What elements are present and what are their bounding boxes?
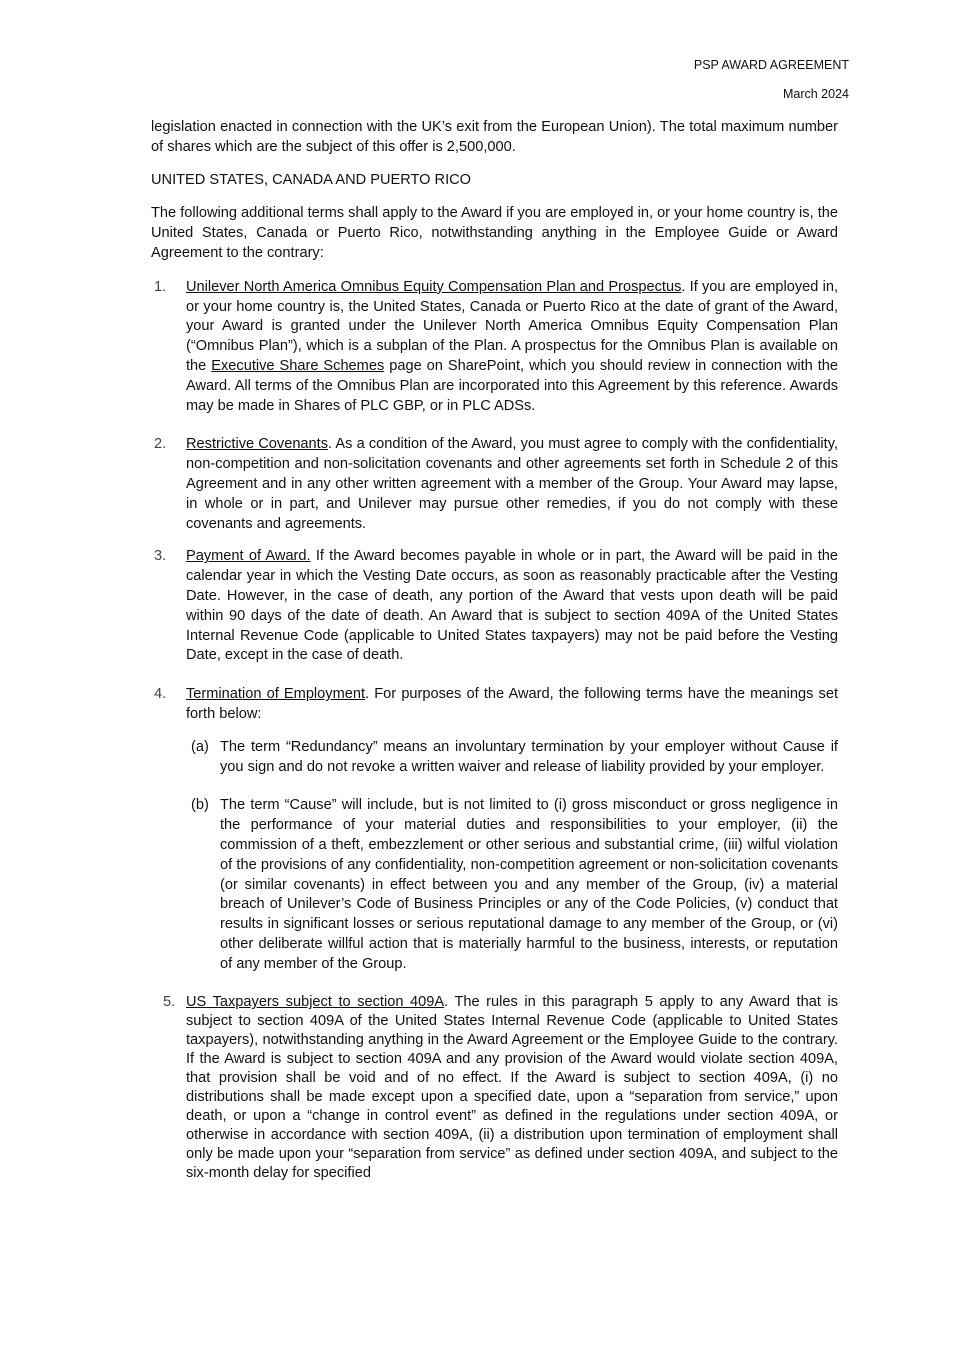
clause-text: . The rules in this paragraph 5 apply to any Award that is subject to section 409A of the United States Internal Revenue Code (applicable to United States taxpayers), notwithstanding anything in the Award Agreement or the Employee Guide to the contrary. If the Award is subject to section 409A and any provision of the Award would violate section 409A, that provision shall be void and of no effect. If the Award is subject to section 409A, (i) no distributions shall be made except upon a specified date, upon a “separation from service,” upon death, or upon a “change in control event” as defined in the regulations under section 409A, or otherwise in accordance with section 409A, (ii) a distribution upon termination of employment shall only be made upon your “separation from service” as defined under section 409A, and subject to the six-month delay for specified: [186, 994, 838, 1182]
additional-terms-paragraph: The following additional terms shall apply to the Award if you are employed in, or your home country is, the United States, Canada or Puerto Rico, notwithstanding anything in the Employee Guide or Award Agreement to the contrary:: [151, 205, 838, 261]
document-body: [151, 118, 838, 1183]
clause-text: If the Award becomes payable in whole or in part, the Award will be paid in the calendar year in which the Vesting Date occurs, as soon as reasonably practicable after the Vesting Date. However, in the case of death, any portion of the Award that vests upon death will be paid within 90 days of the date of death. An Award that is subject to section 409A of the United States Internal Revenue Code (applicable to United States taxpayers) may not be paid before the Vesting Date, except in the case of death.: [186, 548, 838, 664]
document-title: PSP AWARD AGREEMENT: [693, 58, 849, 72]
subclause-text: The term “Cause” will include, but is not limited to (i) gross misconduct or gross negligence in the performance of your material duties and responsibilities to your employer, (ii) the commission of a theft, embezzlement or other serious and substantial crime, (iii) wilful violation of the provisions of any confidentiality, non-competition agreement or non-solicitation covenants (or similar covenants) in effect between you and any member of the Group, (iv) a material breach of Unilever’s Code of Business Principles or any of the Code Policies, (v) conduct that results in significant losses or serious reputational damage to any member of the Group, or (vi) other deliberate willful action that is materially harmful to the business, interests, or reputation of any member of the Group.: [220, 797, 838, 972]
clause-number: 1.: [154, 278, 167, 295]
subclause-label: (a): [191, 738, 209, 755]
clause-4b: [151, 796, 838, 974]
clause-title: Restrictive Covenants: [186, 436, 329, 453]
clause-text-continued: page on SharePoint, which you should review in connection with the Award. All terms of the Omnibus Plan are incorporated into this Agreement by this reference. Awards may be made in Shares of PLC GBP, or in PLC ADSs.: [186, 357, 839, 414]
intro-paragraph: legislation enacted in connection with the UK’s exit from the European Union). The total maximum number of shares which are the subject of this offer is 2,500,000.: [151, 119, 838, 155]
clause-4a: [151, 738, 838, 778]
clause-number: 5.: [163, 994, 176, 1011]
document-date: March 2024: [782, 87, 849, 101]
executive-share-schemes-link[interactable]: Executive Share Schemes: [211, 357, 385, 374]
clause-text: . If you are employed in, or your home country is, the United States, Canada or Puerto Rico at the date of grant of the Award, your Award is granted under the Unilever North America Omnibus Equity Compensation Plan (“Omnibus Plan”), which is a subplan of the Plan. A prospectus for the Omnibus Plan is available on the: [186, 278, 839, 374]
clause-title: Unilever North America Omnibus Equity Compensation Plan and Prospectus: [186, 278, 682, 295]
clause-number: 2.: [154, 436, 167, 453]
clause-title: US Taxpayers subject to section 409A: [186, 994, 445, 1011]
clause-title: Payment of Award.: [186, 548, 311, 565]
clause-4: [151, 685, 838, 725]
clause-title: Termination of Employment: [186, 686, 366, 703]
clause-1: [151, 278, 838, 417]
clause-text: . For purposes of the Award, the following terms have the meanings set forth below:: [186, 686, 839, 722]
clause-3: [151, 547, 838, 666]
clause-number: 3.: [154, 548, 167, 565]
subclause-label: (b): [191, 797, 209, 814]
clause-2: [151, 435, 838, 534]
clause-text: . As a condition of the Award, you must agree to comply with the confidentiality, non-competition and non-solicitation covenants and other agreements set forth in Schedule 2 of this Agreement and in any other written agreement with a member of the Group. Your Award may lapse, in whole or in part, and Unilever may pursue other remedies, if you do not comply with these covenants and agreements.: [186, 436, 838, 532]
subclause-text: The term “Redundancy” means an involuntary termination by your employer without Cause if you sign and do not revoke a written waiver and release of liability provided by your employer.: [220, 738, 838, 775]
clause-5: [151, 993, 838, 1183]
section-heading: UNITED STATES, CANADA AND PUERTO RICO: [151, 171, 472, 188]
clause-number: 4.: [154, 686, 167, 703]
